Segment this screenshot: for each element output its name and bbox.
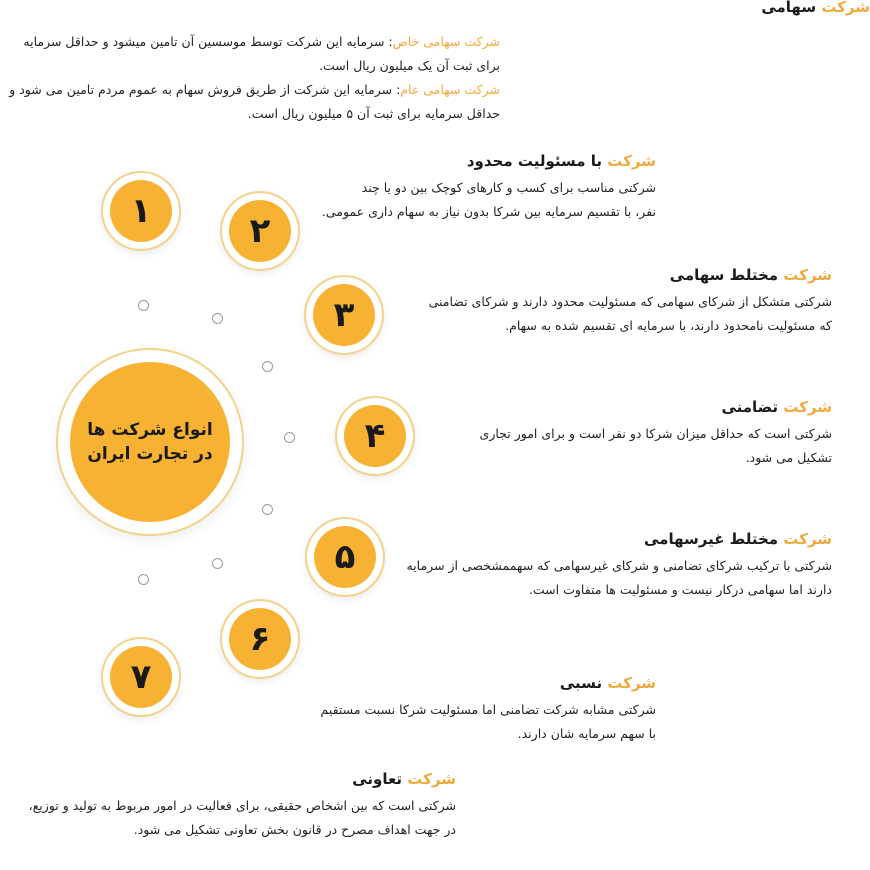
center-hub: [70, 362, 230, 522]
connector-dot: [284, 432, 295, 443]
center-line-2: در تجارت ایران: [87, 444, 213, 464]
number-label: ۴: [364, 416, 386, 456]
section-title: [316, 150, 656, 172]
body-line: در جهت اهداف مصرح در قانون بخش تعاونی تشکیل می شود.: [133, 822, 456, 837]
body-line: شرکتی است که بین اشخاص حقیقی، برای فعالیت در امور مربوط به تولید و توزیع،: [28, 798, 456, 813]
title-prefix: شرکت: [607, 152, 656, 170]
number-label: ۵: [334, 537, 356, 577]
number-circle-2: [229, 200, 291, 262]
section-nesbi: [296, 672, 656, 746]
section-title: [0, 0, 870, 18]
number-circle-7: [110, 646, 172, 708]
connector-dot: [212, 558, 223, 569]
title-text: مختلط غیرسهامی: [644, 530, 779, 548]
connector-dot: [262, 361, 273, 372]
number-label: ۱: [130, 191, 152, 231]
title-prefix: شرکت: [783, 266, 832, 284]
sub1-text: : سرمایه این شرکت توسط موسسین آن تامین میشود و حداقل سرمایه برای ثبت آن یک میلیون ریال است.: [23, 34, 500, 73]
body-line: شرکتی مناسب برای کسب و کارهای کوچک بین دو یا چند: [361, 180, 656, 195]
section-mokhtalet-gheyr-sahami: [398, 528, 832, 602]
body-line: شرکتی متشکل از شرکای سهامی که مسئولیت محدود دارند و شرکای تضامنی: [428, 294, 832, 309]
number-circle-4: [344, 405, 406, 467]
section-body: [316, 176, 656, 224]
connector-dot: [212, 313, 223, 324]
title-text: تعاونی: [352, 770, 403, 788]
sahami-body: [0, 30, 500, 126]
number-circle-3: [313, 284, 375, 346]
number-circle-6: [229, 608, 291, 670]
number-circle-1: [110, 180, 172, 242]
title-text: تضامنی: [721, 398, 779, 416]
section-body: [398, 554, 832, 602]
section-body: [432, 422, 832, 470]
section-sahami: [0, 0, 870, 18]
connector-dot: [138, 574, 149, 585]
number-label: ۳: [333, 295, 355, 335]
center-line-1: انواع شرکت ها: [87, 420, 213, 440]
section-mahdud: [316, 150, 656, 224]
number-label: ۲: [249, 211, 271, 251]
title-text: با مسئولیت محدود: [466, 152, 603, 170]
connector-dot: [262, 504, 273, 515]
section-tazamoni: [432, 396, 832, 470]
section-title: [412, 264, 832, 286]
body-line: نفر، با تقسیم سرمایه بین شرکا بدون نیاز به سهام داری عمومی.: [321, 204, 656, 219]
title-prefix: شرکت: [407, 770, 456, 788]
body-line: که مسئولیت نامحدود دارند، با سرمایه ای تقسیم شده به سهام.: [505, 318, 832, 333]
body-line: با سهم سرمایه شان دارند.: [517, 726, 656, 741]
title-text: سهامی: [761, 0, 817, 16]
title-text: نسبی: [559, 674, 603, 692]
body-line: شرکتی است که حداقل میزان شرکا دو نفر است و برای امور تجاری: [479, 426, 832, 441]
section-body: [0, 794, 456, 842]
body-line: شرکتی با ترکیب شرکای تضامنی و شرکای غیرسهامی که سهممشخصی از سرمایه: [406, 558, 832, 573]
number-label: ۶: [249, 619, 271, 659]
sub2-text: : سرمایه این شرکت از طریق فروش سهام به عموم مردم تامین می شود و حداقل سرمایه برای ثبت آن ۵ میلیون ریال است.: [9, 82, 500, 121]
section-title: [398, 528, 832, 550]
body-line: تشکیل می شود.: [745, 450, 832, 465]
title-text: مختلط سهامی: [669, 266, 779, 284]
number-label: ۷: [130, 657, 152, 697]
title-prefix: شرکت: [821, 0, 870, 16]
title-prefix: شرکت: [783, 530, 832, 548]
connector-dot: [138, 300, 149, 311]
section-taavoni: [0, 768, 456, 842]
number-circle-5: [314, 526, 376, 588]
sub1-label: شرکت سهامی خاص: [392, 34, 500, 49]
section-mokhtalet-sahami: [412, 264, 832, 338]
section-title: [432, 396, 832, 418]
sahami-paragraph: [0, 30, 500, 126]
body-line: شرکتی مشابه شرکت تضامنی اما مسئولیت شرکا نسبت مستقیم: [320, 702, 656, 717]
title-prefix: شرکت: [783, 398, 832, 416]
section-title: [0, 768, 456, 790]
section-title: [296, 672, 656, 694]
title-prefix: شرکت: [607, 674, 656, 692]
section-body: [296, 698, 656, 746]
sub2-label: شرکت سهامی عام: [400, 82, 500, 97]
section-body: [412, 290, 832, 338]
body-line: دارند اما سهامی درکار نیست و مسئولیت ها متفاوت است.: [528, 582, 832, 597]
